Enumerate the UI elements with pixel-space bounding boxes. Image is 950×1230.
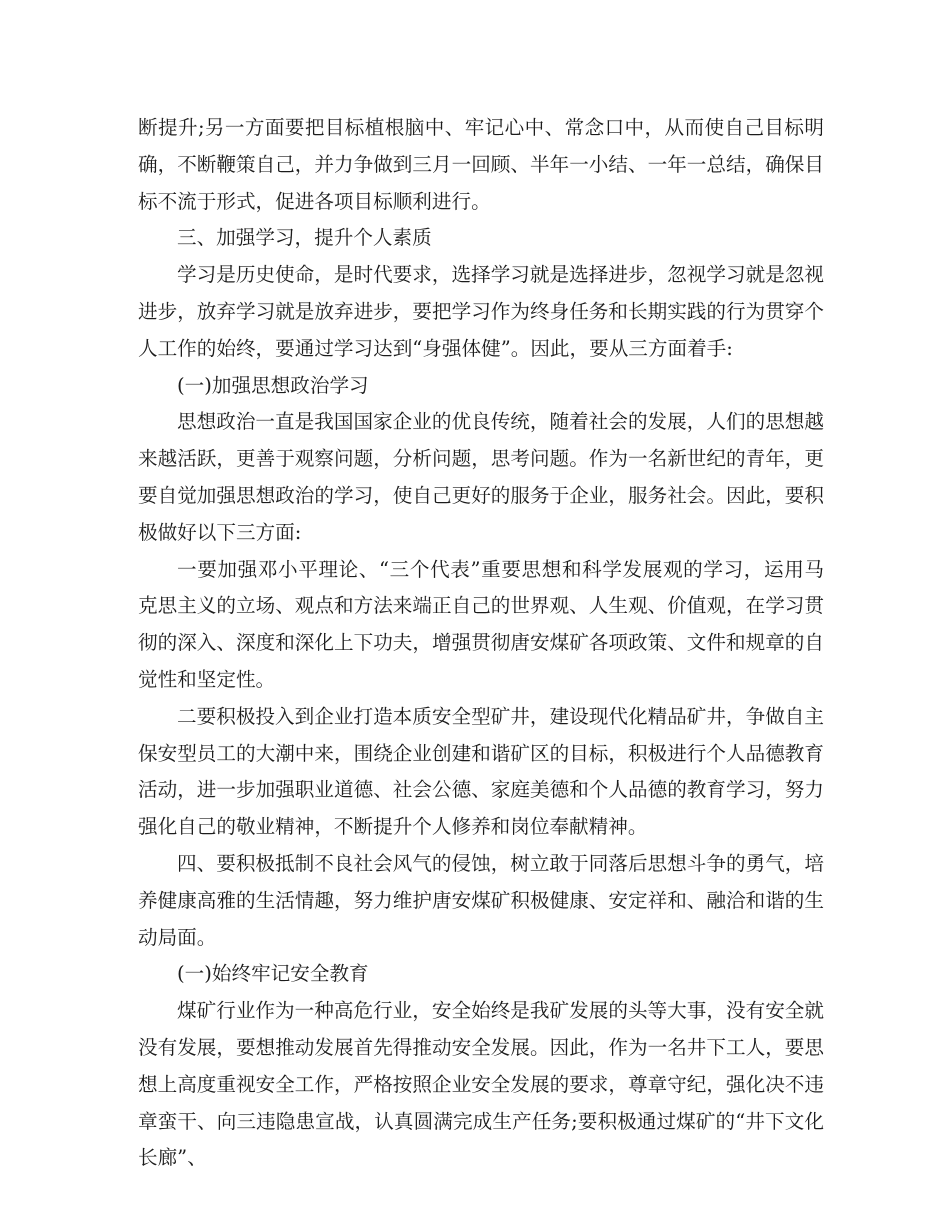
paragraph: 学习是历史使命，是时代要求，选择学习就是选择进步，忽视学习就是忽视进步，放弃学习就是放弃进步，要把学习作为终身任务和长期实践的行为贯穿个人工作的始终，要通过学习达到“身强体健”。因此，要从三方面着手: xyxy=(138,263,824,360)
document-body xyxy=(138,110,824,1177)
paragraph-continuation: 断提升;另一方面要把目标植根脑中、牢记心中、常念口中，从而使自己目标明确，不断鞭策自己，并力争做到三月一回顾、半年一小结、一年一总结，确保目标不流于形式，促进各项目标顺利进行。 xyxy=(138,116,824,213)
section-heading-4: 四、要积极抵制不良社会风气的侵蚀，树立敢于同落后思想斗争的勇气，培养健康高雅的生活情趣，努力维护唐安煤矿积极健康、安定祥和、融洽和谐的生动局面。 xyxy=(138,851,824,949)
section-heading-3: 三、加强学习，提升个人素质 xyxy=(177,226,432,250)
paragraph: 一要加强邓小平理论、“三个代表”重要思想和科学发展观的学习，运用马克思主义的立场、观点和方法来端正自己的世界观、人生观、价值观，在学习贯彻的深入、深度和深化上下功夫，增强贯彻唐安煤矿各项政策、文件和规章的自觉性和坚定性。 xyxy=(138,557,824,691)
paragraph: 二要积极投入到企业打造本质安全型矿井，建设现代化精品矿井，争做自主保安型员工的大潮中来，围绕企业创建和谐矿区的目标，积极进行个人品德教育活动，进一步加强职业道德、社会公德、家庭美德和个人品德的教育学习，努力强化自己的敬业精神，不断提升个人修养和岗位奉献精神。 xyxy=(138,704,824,839)
subsection-heading: (一)始终牢记安全教育 xyxy=(177,962,369,986)
subsection-heading: (一)加强思想政治学习 xyxy=(177,373,369,397)
paragraph: 煤矿行业作为一种高危行业，安全始终是我矿发展的头等大事，没有安全就没有发展，要想推动发展首先得推动安全发展。因此，作为一名井下工人，要思想上高度重视安全工作，严格按照企业安全发展的要求，尊章守纪，强化决不违章蛮干、向三违隐患宣战，认真圆满完成生产任务;要积极通过煤矿的“井下文化长廊”、 xyxy=(138,999,824,1170)
paragraph: 思想政治一直是我国国家企业的优良传统，随着社会的发展，人们的思想越来越活跃，更善于观察问题，分析问题，思考问题。作为一名新世纪的青年，更要自觉加强思想政治的学习，使自己更好的服务于企业，服务社会。因此，要积极做好以下三方面: xyxy=(138,410,824,544)
